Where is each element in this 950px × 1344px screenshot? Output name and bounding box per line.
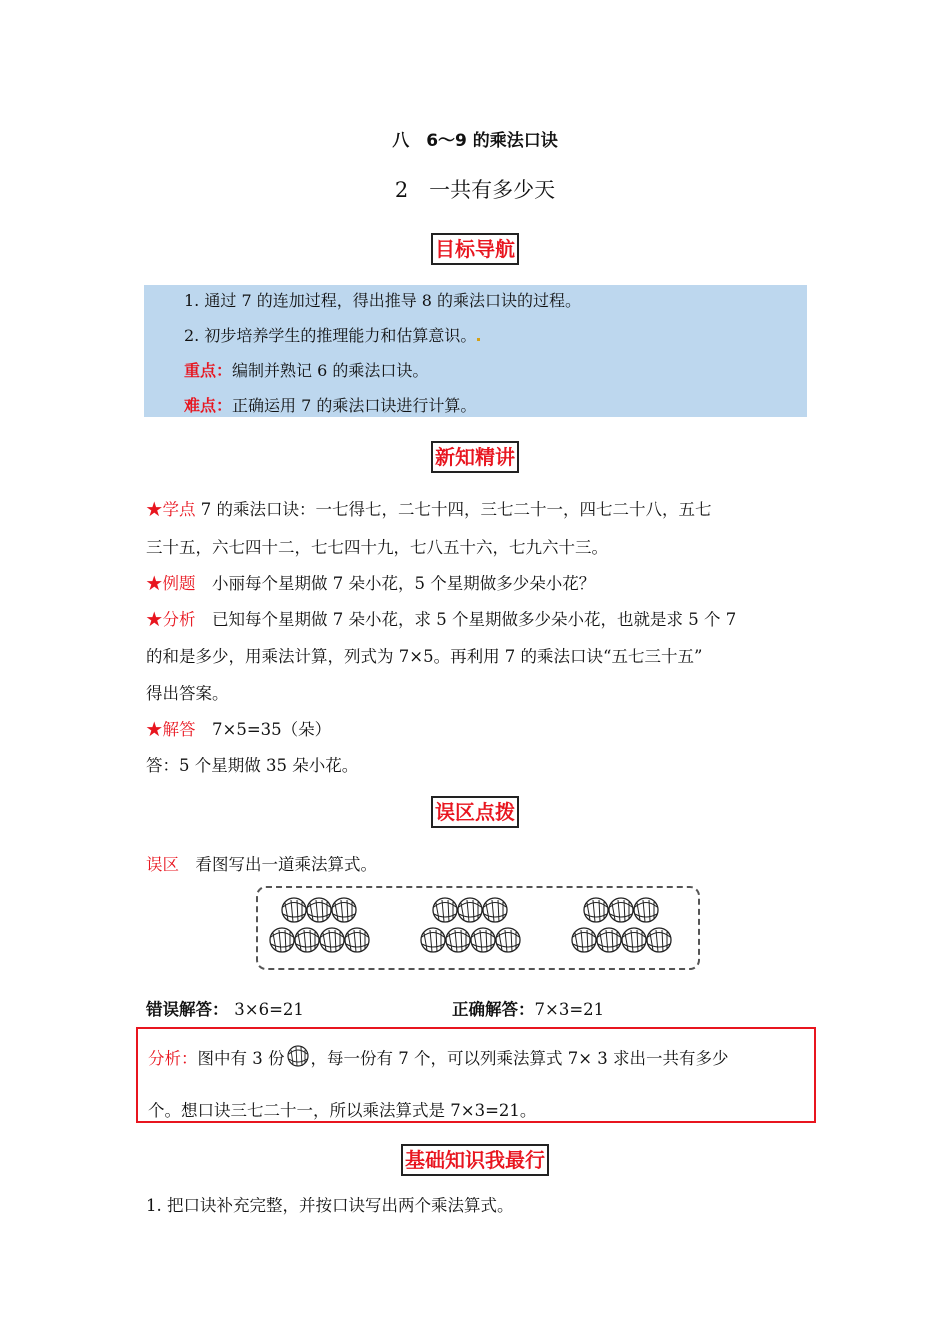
example-text: 小丽每个星期做 7 朵小花，5 个星期做多少朵小花？ (212, 574, 596, 593)
goal-difficult (184, 396, 476, 416)
difficult-text: 正确运用 7 的乘法口诀进行计算。 (232, 396, 477, 415)
point-label: ★学点 (146, 500, 196, 519)
pitfall-label: 误区 (146, 855, 179, 874)
answer-line (146, 716, 331, 740)
ball-group-3 (572, 898, 671, 952)
volleyball-picture (256, 886, 700, 970)
basics-heading: 基础知识我最行 (401, 1144, 549, 1176)
pitfall-analysis-line-2: 个。想口诀三七二十一，所以乘法算式是 7×3=21。 (148, 1101, 537, 1120)
basics-heading-wrap (0, 1144, 950, 1176)
pitfall-question-line (146, 851, 377, 875)
pitfall-analysis-label: 分析： (148, 1049, 198, 1068)
knowledge-heading: 新知精讲 (431, 441, 519, 473)
key-text: 编制并熟记 6 的乘法口诀。 (232, 361, 429, 380)
key-label: 重点： (184, 361, 233, 380)
volleyball-groups (258, 888, 698, 968)
goals-heading: 目标导航 (431, 233, 519, 265)
goal-item-2 (184, 326, 481, 346)
difficult-label: 难点： (184, 396, 233, 415)
analysis-line-1 (146, 606, 736, 630)
answer-label: ★解答 (146, 720, 196, 739)
right-value: 7×3=21 (534, 1000, 605, 1019)
goal-item-1: 1. 通过 7 的连加过程，得出推导 8 的乘法口诀的过程。 (184, 291, 582, 310)
exercise-item-1: 1. 把口诀补充完整，并按口诀写出两个乘法算式。 (146, 1196, 514, 1215)
goal-item-2-text: 2. 初步培养学生的推理能力和估算意识。 (184, 326, 477, 345)
final-answer: 答：5 个星期做 35 朵小花。 (146, 756, 359, 775)
wrong-value: 3×6=21 (234, 1000, 304, 1019)
wrong-label: 错误解答： (146, 1000, 229, 1019)
analysis-line-3: 得出答案。 (146, 684, 229, 703)
analysis-line-2: 的和是多少，用乘法计算，列式为 7×5。再利用 7 的乘法口诀“五七三十五” (146, 647, 703, 666)
pitfalls-heading-wrap (0, 796, 950, 828)
analysis-text-1: 已知每个星期做 7 朵小花，求 5 个星期做多少朵小花，也就是求 5 个 7 (212, 610, 737, 629)
right-answer (452, 996, 604, 1020)
point-text-1: 7 的乘法口诀：一七得七，二七十四，三七二十一，四七二十八，五七 (195, 500, 712, 519)
ball-group-1 (270, 898, 369, 952)
pitfall-analysis-text-1a: 图中有 3 份 (197, 1049, 285, 1068)
example-label: ★例题 (146, 574, 196, 593)
pitfalls-heading: 误区点拨 (431, 796, 519, 828)
pitfall-analysis-box (136, 1027, 816, 1123)
right-label: 正确解答： (452, 1000, 535, 1019)
ball-group-2 (421, 898, 520, 952)
volleyball-icon (285, 1045, 311, 1067)
answer-text: 7×5=35（朵） (212, 720, 332, 739)
knowledge-heading-wrap (0, 441, 950, 473)
pitfall-analysis-line-1 (148, 1045, 729, 1069)
pitfall-question: 看图写出一道乘法算式。 (195, 855, 377, 874)
goal-key (184, 361, 428, 381)
point-line-1 (146, 496, 712, 520)
example-line (146, 570, 595, 594)
wrong-answer (146, 996, 304, 1020)
lesson-title: 2 一共有多少天 (394, 178, 556, 202)
analysis-label: ★分析 (146, 610, 196, 629)
unit-title: 八 6～9 的乘法口诀 (392, 131, 558, 151)
mark-dot (477, 338, 480, 341)
goals-heading-wrap (0, 233, 950, 265)
point-line-2: 三十五，六七四十二，七七四十九，七八五十六，七九六十三。 (146, 538, 608, 557)
pitfall-analysis-text-1b: ，每一份有 7 个，可以列乘法算式 7× 3 求出一共有多少 (310, 1049, 729, 1068)
goals-box (144, 285, 807, 417)
